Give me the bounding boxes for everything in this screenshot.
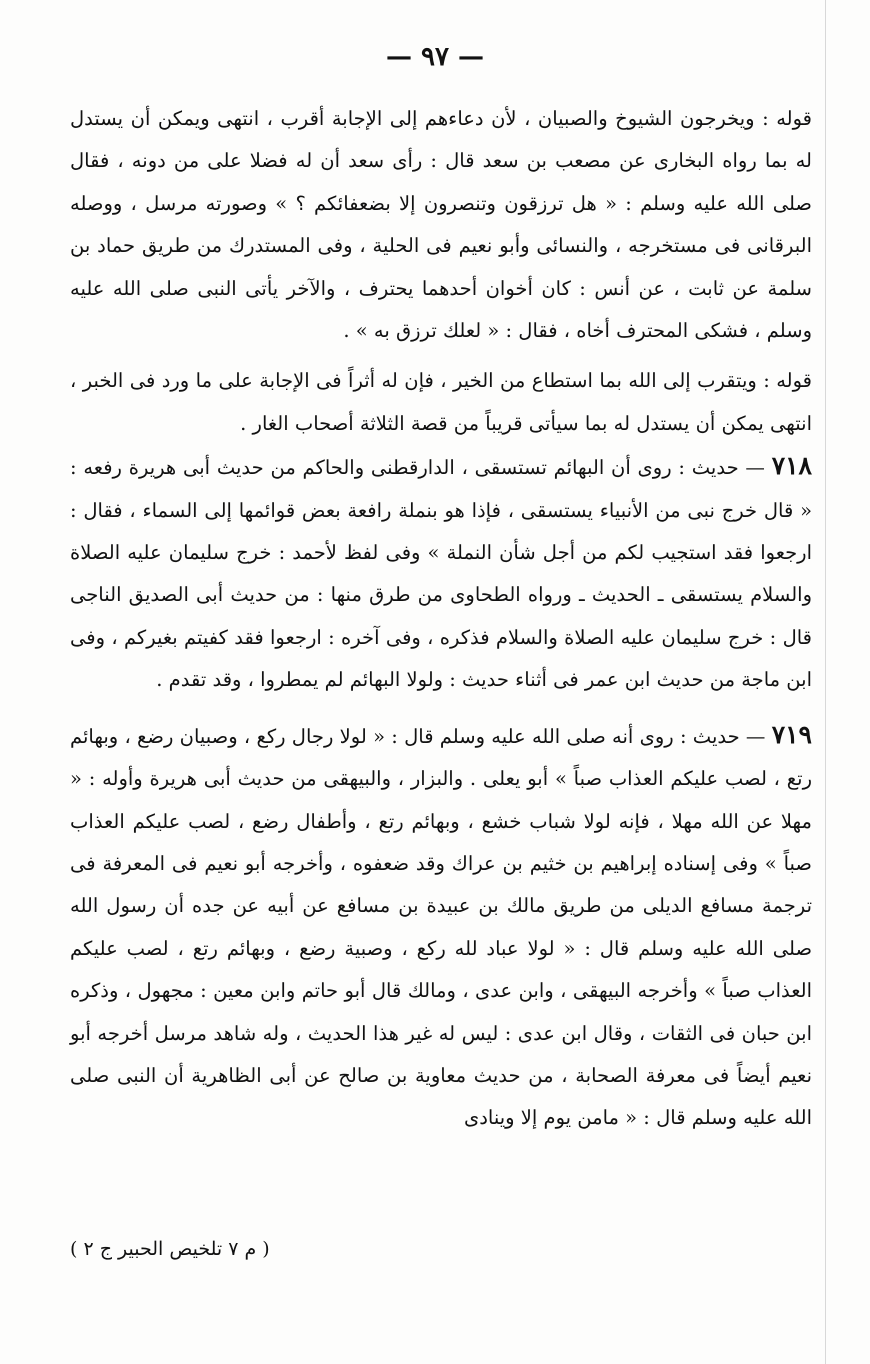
hadith-718 [70, 445, 812, 701]
signature-footer: ( م ٧ تلخيص الحبير ج ٢ ) [70, 1238, 270, 1260]
paragraph-text: قوله : ويخرجون الشيوخ والصبيان ، لأن دعاءهم إلى الإجابة أقرب ، انتهى ويمكن أن يستدل له بما رواه البخارى عن مصعب بن سعد قال : رأى سعد أن له فضلا على من دونه ، فقال صلى الله عليه وسلم : « هل ترزقون وتنصرون إلا بضعفائكم ؟ » وصورته مرسل ، ووصله البرقانى فى مستخرجه ، والنسائى وأبو نعيم فى الحلية ، وفى المستدرك من طريق حماد بن سلمة عن ثابت ، عن أنس : كان أخوان أحدهما يحترف ، والآخر يأتى النبى صلى الله عليه وسلم ، فشكى المحترف أخاه ، فقال : « لعلك ترزق به » . [70, 107, 813, 343]
paragraph-good-deeds [70, 360, 812, 445]
paragraph-text: قوله : ويتقرب إلى الله بما استطاع من الخير ، فإن له أثراً فى الإجابة على ما ورد فى الخبر ، انتهى يمكن أن يستدل له بما سيأتى قريباً من قصة الثلاثة أصحاب الغار . [70, 369, 812, 435]
hadith-text: — حديث : روى أنه صلى الله عليه وسلم قال : « لولا رجال ركع ، وصبيان رضع ، وبهائم رتع ، لصب عليكم العذاب صباً » أبو يعلى . والبزار ، والبيهقى من حديث أبى هريرة وأوله : « مهلا عن الله مهلا ، فإنه لولا شباب خشع ، وبهائم رتع ، وأطفال رضع ، لصب عليكم العذاب صباً » وفى إسناده إبراهيم بن خثيم بن عراك وقد ضعفوه ، وأخرجه أبو نعيم فى المعرفة فى ترجمة مسافع الديلى من طريق مالك بن عبيدة بن مسافع عن أبيه عن جده أن رسول الله صلى الله عليه وسلم قال : « لولا عباد لله ركع ، وصبية رضع ، وبهائم رتع ، لصب عليكم العذاب صباً » وأخرجه البيهقى ، وابن عدى ، ومالك قال أبو حاتم وابن معين : مجهول ، وذكره ابن حبان فى الثقات ، وقال ابن عدى : ليس له غير هذا الحديث ، وله شاهد مرسل أخرجه أبو نعيم أيضاً فى معرفة الصحابة ، من حديث معاوية بن صالح عن أبى الظاهرية أن النبى صلى الله عليه وسلم قال : « مامن يوم إلا وينادى [70, 724, 812, 1130]
page-edge-line [825, 0, 826, 1364]
page-number: — ٩٧ — [385, 42, 485, 72]
hadith-number: ٧١٩ [771, 719, 812, 749]
paragraph-du-a-elders [70, 98, 812, 352]
hadith-719 [70, 714, 812, 1140]
body-text [70, 98, 812, 1140]
hadith-number: ٧١٨ [771, 451, 812, 481]
hadith-text: — حديث : روى أن البهائم تستسقى ، الدارقطنى والحاكم من حديث أبى هريرة رفعه : « قال خرج نبى من الأنبياء يستسقى ، فإذا هو بنملة رافعة بعض قوائمها إلى السماء ، فقال : ارجعوا فقد استجيب لكم من أجل شأن النملة » وفى لفظ لأحمد : خرج سليمان عليه الصلاة والسلام يستسقى ـ الحديث ـ ورواه الطحاوى من طرق منها : من حديث أبى الصديق الناجى قال : خرج سليمان عليه الصلاة والسلام فذكره ، وفى آخره : ارجعوا فقد كفيتم بغيركم ، وفى ابن ماجة من حديث ابن عمر فى أثناء حديث : ولولا البهائم لم يمطروا ، وقد تقدم . [70, 456, 812, 692]
